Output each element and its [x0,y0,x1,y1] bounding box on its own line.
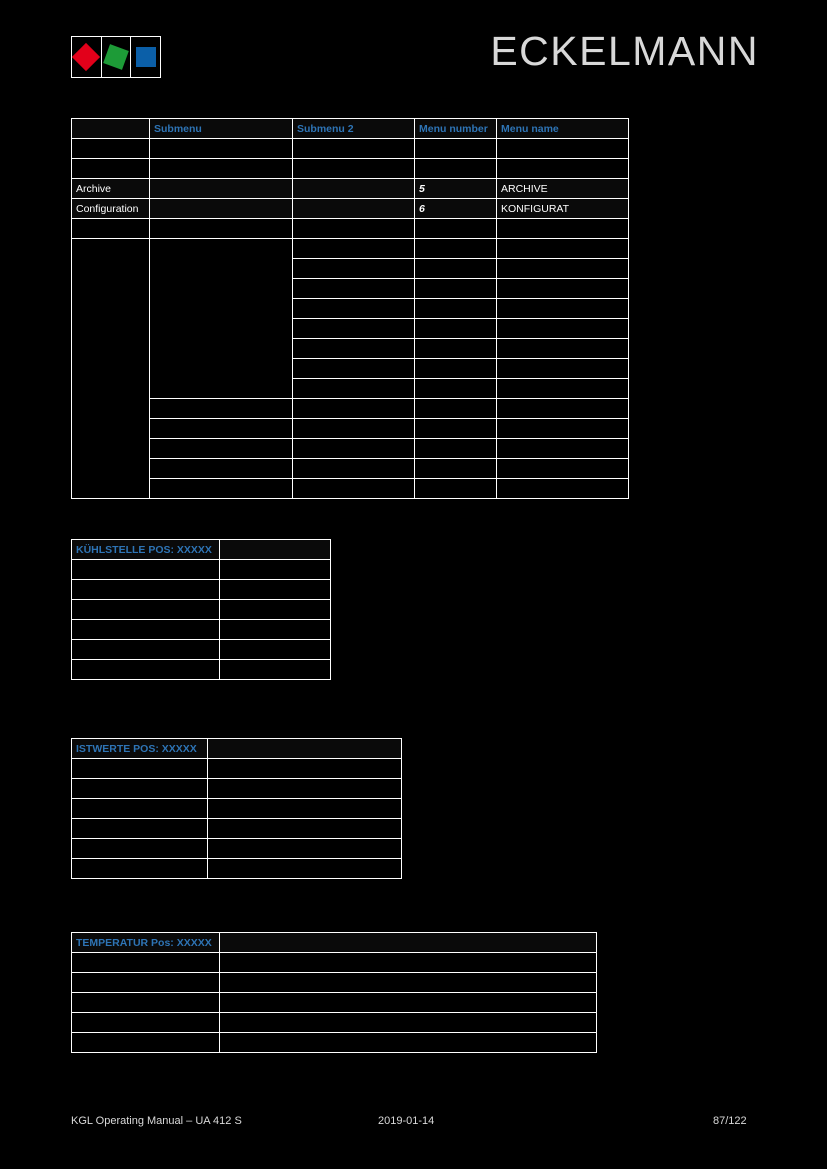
table-row [72,1013,597,1033]
table-row [72,419,629,439]
mask-cell-value [220,973,597,993]
cell-submenu2 [293,219,415,239]
mask-title-temperatur: TEMPERATUR Pos: XXXXX [72,933,220,953]
mask-title-spacer [220,540,331,560]
cell-submenu2 [293,139,415,159]
column-header-main [72,119,150,139]
cell-menu-number [415,319,497,339]
mask-title-istwerte: ISTWERTE POS: XXXXX [72,739,208,759]
logo-cell-green [102,37,132,77]
mask-cell-value [208,759,402,779]
mask-cell-label [72,560,220,580]
logo-cell-red [72,37,102,77]
cell-menu-number [415,479,497,499]
mask-cell-value [208,839,402,859]
table-row [72,159,629,179]
mask-table-temperatur [71,932,597,1053]
cell-submenu-merged [150,239,293,399]
cell-menu-name: ARCHIVE [497,179,629,199]
table-row [72,620,331,640]
mask-cell-value [220,560,331,580]
cell-menu-number [415,219,497,239]
table-row-configuration [72,199,629,219]
eckelmann-logo-icon [71,36,161,78]
cell-menu-name [497,439,629,459]
cell-menu-number [415,139,497,159]
mask-title-row [72,739,402,759]
table-row [72,239,629,259]
table-row [72,1033,597,1053]
cell-submenu2 [293,339,415,359]
mask-cell-value [220,620,331,640]
cell-submenu2 [293,439,415,459]
cell-submenu2 [293,419,415,439]
mask-cell-label [72,580,220,600]
mask-cell-value [220,1013,597,1033]
cell-menu-name [497,399,629,419]
cell-submenu2 [293,239,415,259]
mask-title-kuehlstelle: KÜHLSTELLE POS: XXXXX [72,540,220,560]
table-row [72,399,629,419]
mask-title-spacer [208,739,402,759]
cell-menu-name [497,359,629,379]
table-row [72,640,331,660]
table-row [72,459,629,479]
cell-main [72,159,150,179]
cell-menu-number [415,439,497,459]
cell-menu-number [415,399,497,419]
cell-menu-name [497,279,629,299]
mask-cell-label [72,839,208,859]
table-row [72,660,331,680]
cell-menu-name [497,159,629,179]
cell-submenu2 [293,319,415,339]
mask-table-kuehlstelle [71,539,331,680]
cell-submenu2 [293,399,415,419]
mask-cell-label [72,953,220,973]
cell-menu-name [497,299,629,319]
page-footer [0,1109,827,1139]
cell-submenu [150,139,293,159]
cell-menu-number [415,339,497,359]
cell-menu-number [415,259,497,279]
cell-menu-number [415,279,497,299]
table-row [72,600,331,620]
mask-cell-label [72,1013,220,1033]
mask-title-spacer [220,933,597,953]
table-row [72,759,402,779]
table-row [72,779,402,799]
brand-title: ECKELMANN [490,28,759,74]
mask-cell-value [220,600,331,620]
cell-menu-name [497,239,629,259]
table-row [72,799,402,819]
cell-submenu [150,479,293,499]
cell-main-merged [72,239,150,499]
cell-submenu [150,179,293,199]
mask-cell-value [208,779,402,799]
cell-main: Archive [72,179,150,199]
cell-menu-name [497,479,629,499]
mask-cell-value [220,660,331,680]
cell-submenu2 [293,359,415,379]
cell-submenu [150,459,293,479]
cell-menu-name [497,219,629,239]
table-row [72,993,597,1013]
column-header-menu-name: Menu name [497,119,629,139]
table-row [72,953,597,973]
table-row [72,859,402,879]
mask-cell-label [72,993,220,1013]
table-header-row [72,119,629,139]
cell-main [72,219,150,239]
cell-main [72,139,150,159]
square-green-icon [103,44,129,70]
cell-menu-number [415,419,497,439]
mask-cell-value [220,953,597,973]
cell-menu-number [415,459,497,479]
page-header [0,28,827,98]
table-row [72,439,629,459]
mask-title-row [72,540,331,560]
cell-submenu [150,439,293,459]
cell-submenu2 [293,479,415,499]
mask-cell-value [220,580,331,600]
cell-menu-name [497,139,629,159]
cell-menu-name [497,419,629,439]
cell-main: Configuration [72,199,150,219]
table-row [72,973,597,993]
cell-submenu2 [293,379,415,399]
mask-cell-label [72,973,220,993]
mask-title-row [72,933,597,953]
cell-menu-number: 6 [415,199,497,219]
cell-menu-name [497,459,629,479]
mask-cell-value [208,819,402,839]
table-row [72,479,629,499]
cell-submenu2 [293,179,415,199]
column-header-submenu2: Submenu 2 [293,119,415,139]
footer-date: 2019-01-14 [378,1115,435,1127]
cell-menu-name [497,379,629,399]
cell-menu-number [415,159,497,179]
cell-menu-number [415,239,497,259]
table-row [72,580,331,600]
cell-menu-number [415,379,497,399]
cell-submenu2 [293,459,415,479]
mask-cell-label [72,660,220,680]
footer-document-title: KGL Operating Manual – UA 412 S [71,1115,242,1127]
mask-cell-value [220,993,597,1013]
mask-cell-value [208,859,402,879]
cell-menu-number [415,299,497,319]
cell-menu-name [497,259,629,279]
column-header-submenu: Submenu [150,119,293,139]
table-row [72,839,402,859]
cell-submenu [150,199,293,219]
mask-cell-label [72,779,208,799]
table-row [72,819,402,839]
cell-menu-number: 5 [415,179,497,199]
cell-menu-name [497,319,629,339]
square-blue-icon [136,47,156,67]
cell-submenu2 [293,259,415,279]
table-row [72,219,629,239]
mask-cell-label [72,859,208,879]
mask-cell-label [72,1033,220,1053]
cell-submenu [150,159,293,179]
cell-submenu [150,219,293,239]
footer-page-number: 87/122 [713,1115,747,1127]
table-row [72,560,331,580]
mask-cell-value [220,640,331,660]
mask-table-istwerte [71,738,402,879]
mask-cell-label [72,620,220,640]
cell-submenu [150,419,293,439]
cell-submenu2 [293,279,415,299]
cell-menu-name: KONFIGURAT [497,199,629,219]
logo-cell-blue [131,37,160,77]
mask-cell-label [72,819,208,839]
mask-cell-value [208,799,402,819]
mask-cell-label [72,640,220,660]
cell-submenu2 [293,299,415,319]
cell-menu-number [415,359,497,379]
mask-cell-label [72,600,220,620]
mask-cell-label [72,759,208,779]
cell-submenu [150,399,293,419]
cell-submenu2 [293,199,415,219]
table-row [72,139,629,159]
column-header-menu-number: Menu number [415,119,497,139]
cell-submenu2 [293,159,415,179]
mask-cell-label [72,799,208,819]
cell-menu-name [497,339,629,359]
table-row-archive [72,179,629,199]
diamond-red-icon [72,43,100,71]
mask-cell-value [220,1033,597,1053]
menu-structure-table [71,118,629,499]
